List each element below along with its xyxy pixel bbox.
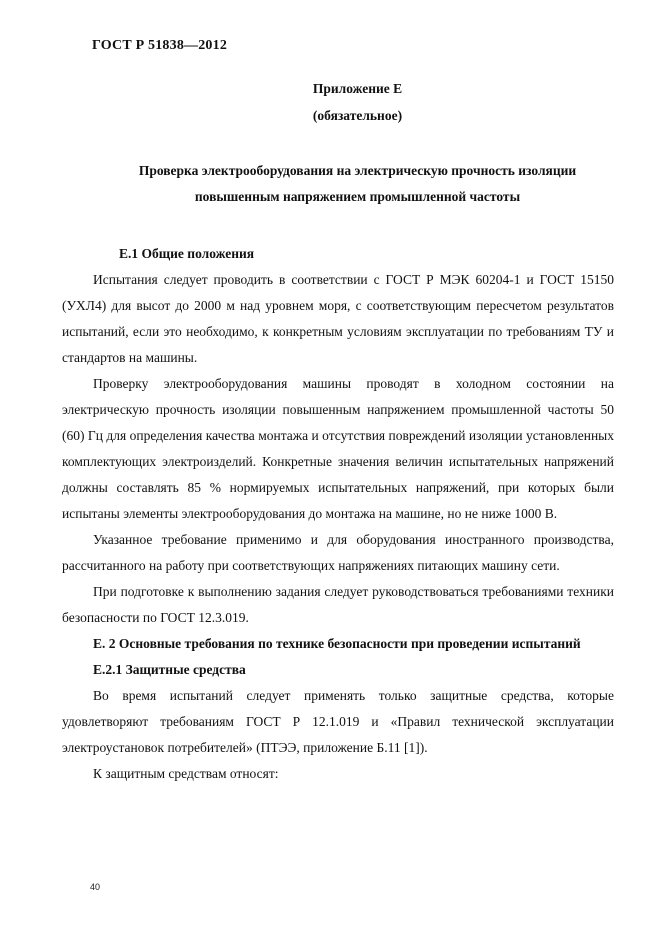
appendix-title-line-2: повышенным напряжением промышленной частоты: [194, 189, 521, 204]
section-heading-e2: Е. 2 Основные требования по технике безопасности при проведении испытаний: [93, 636, 581, 651]
standard-header: ГОСТ Р 51838—2012: [92, 38, 228, 53]
paragraph-6: К защитным средствам относят:: [93, 766, 279, 781]
section-heading-e1: Е.1 Общие положения: [119, 246, 255, 261]
paragraph-2: Проверку электрооборудования машины проводят в холодном состоянии на электрическую прочность изоляции повышенным напряжением промышленной частоты 50 (60) Гц для определения качества монтажа и отсутствия повреждений изоляции установленных комплектующих электроизделий. Конкретные значения величин испытательных напряжений должны составлять 85 % нормируемых испытательных напряжений, при которых были испытаны элементы электрооборудования до монтажа на машине, но не ниже 1000 В.: [62, 376, 614, 521]
paragraph-3: Указанное требование применимо и для оборудования иностранного производства, рассчитанного на работу при соответствующих напряжениях питающих машину сети.: [62, 532, 614, 573]
paragraph-1: Испытания следует проводить в соответствии с ГОСТ Р МЭК 60204-1 и ГОСТ 15150 (УХЛ4) для высот до 2000 м над уровнем моря, с соответствующим пересчетом результатов испытаний, если это необходимо, к конкретным условиям эксплуатации по требованиям ТУ и стандартов на машины.: [62, 272, 614, 365]
appendix-title: [40, 158, 661, 210]
appendix-status: (обязательное): [312, 108, 403, 123]
appendix-title-line-1: Проверка электрооборудования на электрическую прочность изоляции: [138, 163, 577, 178]
appendix-label: Приложение Е: [312, 81, 403, 96]
page-number: 40: [90, 882, 101, 892]
paragraph-5: Во время испытаний следует применять только защитные средства, которые удовлетворяют требованиям ГОСТ Р 12.1.019 и «Правил технической эксплуатации электроустановок потребителей» (ПТЭЭ, приложение Б.11 [1]).: [62, 688, 614, 755]
section-heading-e21: Е.2.1 Защитные средства: [93, 662, 246, 677]
paragraph-4: При подготовке к выполнению задания следует руководствоваться требованиями техники безопасности по ГОСТ 12.3.019.: [62, 584, 614, 625]
document-body: [62, 241, 614, 787]
